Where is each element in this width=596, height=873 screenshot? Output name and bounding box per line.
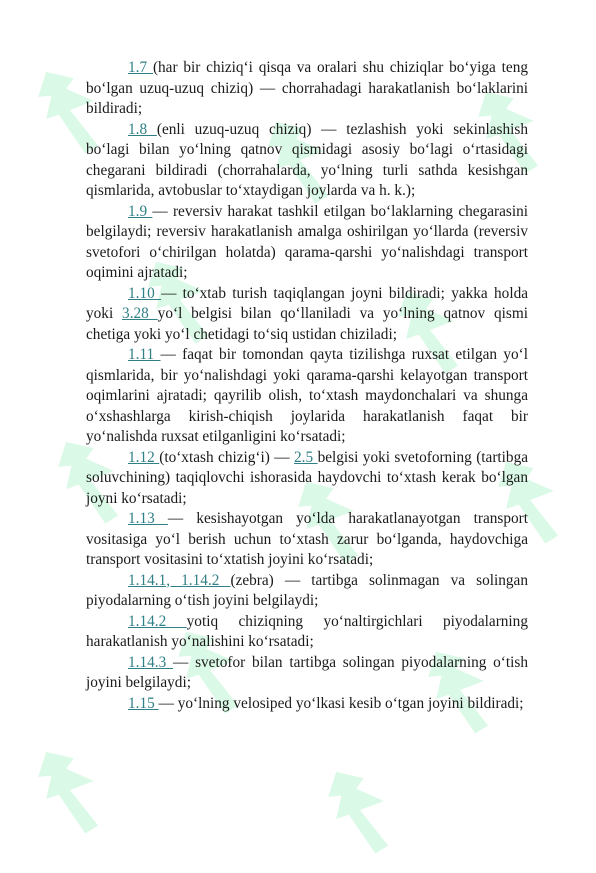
paragraph-1-9: [86, 202, 528, 284]
paragraph-1-15: [86, 694, 528, 715]
paragraph-text: — toʻxtab turish taqiqlangan joyni bildiradi; yakka holda yoki: [86, 284, 529, 322]
ref-link-3-28[interactable]: 3.28: [122, 305, 158, 322]
paragraph-text: (har bir chiziqʻi qisqa va oralari shu chiziqlar boʻyiga teng boʻlgan uzuq-uzuq chiziq) — chorrahadagi harakatlanish boʻlaklarini bildiradi;: [86, 59, 528, 117]
paragraph-text: — svetofor bilan tartibga solingan piyodalarning oʻtish joyini belgilaydi;: [86, 653, 528, 691]
paragraph-text: — yoʻlning velosiped yoʻlkasi kesib oʻtgan joyini bildiradi;: [158, 694, 524, 712]
ref-link-1-13[interactable]: 1.13: [128, 510, 168, 527]
paragraph-text: (toʻxtash chizigʻi) —: [159, 448, 295, 466]
paragraph-1-11: [86, 345, 528, 448]
paragraph-1-8: [86, 120, 528, 202]
ref-link-1-9[interactable]: 1.9: [128, 202, 153, 220]
ref-link-1-8[interactable]: 1.8: [128, 120, 157, 138]
paragraph-1-14-2: [86, 612, 528, 653]
paragraph-1-10: [86, 284, 528, 346]
paragraph-text: — reversiv harakat tashkil etilgan boʻlaklarning chegarasini belgilaydi; reversiv harakatlanish amalga oshirilgan yoʻllarda (reversiv svetofori oʻchirilgan holatda) qarama-qarshi yoʻnalishdagi transport oqimini ajratadi;: [86, 202, 528, 281]
ref-link-1-14-3[interactable]: 1.14.3: [128, 653, 174, 671]
ref-link-1-11[interactable]: 1.11: [128, 346, 161, 363]
ref-link-1-14-1-2[interactable]: 1.14.1, 1.14.2: [128, 571, 231, 589]
paragraph-1-14-3: [86, 653, 528, 694]
paragraph-text: belgisi yoki svetoforning (tartibga soluvchining) taqiqlovchi ishorasida haydovchi toʻxtash kerak boʻlgan joyni koʻrsatadi;: [86, 448, 529, 507]
watermark-logo-icon: [308, 752, 412, 869]
ref-link-1-7[interactable]: 1.7: [128, 59, 153, 76]
paragraph-text: (zebra) — tartibga solinmagan va solingan piyodalarning oʻtish joyini belgilaydi;: [86, 571, 528, 609]
paragraph-text: — faqat bir tomondan qayta tizilishga ruxsat etilgan yoʻl qismlarida, bir yoʻnalishdagi yoki qarama-qarshi kelayotgan transport oqimlarini ajratadi; qayrilib olish, toʻxtash maydonchalari va shunga oʻxshashlarga kirish-chiqish joylarida harakatlanish faqat bir yoʻnalishda ruxsat etilganligini koʻrsatadi;: [86, 346, 528, 445]
paragraph-text: — kesishayotgan yoʻlda harakatlanayotgan transport vositasiga yoʻl berish uchun toʻxtash zarur boʻlganda, haydovchiga transport vositasini toʻxtatish joyini koʻrsatadi;: [86, 510, 528, 568]
paragraph-text: (enli uzuq-uzuq chiziq) — tezlashish yoki sekinlashish boʻlagi bilan yoʻlning qatnov qismidagi asosiy boʻlagi oʻrtasidagi chegarani bildiradi (chorrahalarda, yoʻlning turli sathda kesishgan qismlarida, avtobuslar toʻxtaydigan joylarda va h. k.);: [86, 120, 528, 199]
paragraph-1-7: [86, 58, 528, 120]
ref-link-1-15[interactable]: 1.15: [128, 694, 159, 712]
paragraph-1-13: [86, 509, 528, 571]
ref-link-1-10[interactable]: 1.10: [128, 284, 162, 302]
paragraph-1-12: [86, 448, 528, 510]
paragraph-1-14-1-2: [86, 571, 528, 612]
watermark-logo-icon: [18, 732, 122, 849]
ref-link-1-14-2[interactable]: 1.14.2: [128, 612, 187, 630]
ref-link-1-12[interactable]: 1.12: [128, 448, 160, 466]
paragraph-text: yotiq chiziqning yoʻnaltirgichlari piyodalarning harakatlanish yoʻnalishini koʻrsatadi;: [86, 612, 528, 650]
document-body: [86, 58, 528, 714]
paragraph-text: yoʻl belgisi bilan qoʻllaniladi va yoʻlning qatnov qismi chetiga yoki yoʻl chetidagi toʻsiq ustidan chiziladi;: [86, 305, 529, 343]
ref-link-2-5[interactable]: 2.5: [294, 448, 318, 466]
